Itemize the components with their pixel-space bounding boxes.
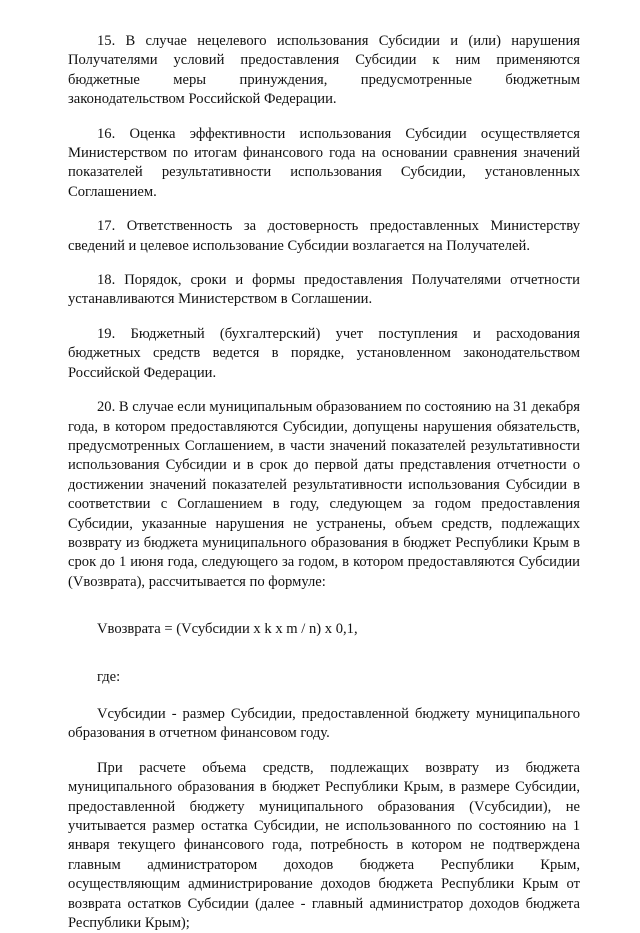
document-page [68, 32, 580, 933]
return-formula: Vвозврата = (Vсубсидии х k х m / n) х 0,1, [97, 621, 358, 638]
where-label: где: [97, 668, 121, 685]
paragraph-17: 17. Ответственность за достоверность предоставленных Министерству сведений и целевое использование Субсидии возлагается на Получателей. [68, 218, 580, 254]
paragraph-20: 20. В случае если муниципальным образованием по состоянию на 31 декабря года, в котором предоставляются Субсидии, допущены нарушения обязательств, предусмотренных Соглашением, в части значений показателей результативности использования Субсидии и в срок до первой даты представления отчетности о достижении значений показателей результативности использования Субсидии в соответствии с Соглашением в году, следующем за годом предоставления Субсидии, указанные нарушения не устранены, объем средств, подлежащих возврату из бюджета муниципального образования в бюджет Республики Крым в срок до 1 июня года, следующего за годом, в котором предоставляются Субсидии (Vвозврата), рассчитывается по формуле: [68, 399, 580, 590]
paragraph-16: 16. Оценка эффективности использования Субсидии осуществляется Министерством по итогам финансового года на основании сравнения значений показателей результативности использования Субсидии, установленных Соглашением. [68, 125, 580, 200]
paragraph-15: 15. В случае нецелевого использования Субсидии и (или) нарушения Получателями условий предоставления Субсидии к ним применяются бюджетные меры принуждения, предусмотренные бюджетным законодательством Российской Федерации. [68, 33, 580, 108]
subsidy-definition: Vсубсидии - размер Субсидии, предоставленной бюджету муниципального образования в отчетном финансовом году. [68, 705, 580, 742]
final-paragraph: При расчете объема средств, подлежащих возврату из бюджета муниципального образования в бюджет Республики Крым, в размере Субсидии, предоставленной бюджету муниципального образования (Vсубсидии), не учитывается размер остатка Субсидии, не использованного по состоянию на 1 января текущего финансового года, потребность в котором не подтверждена главным администратором доходов бюджета Республики Крым, осуществляющим администрирование доходов бюджета Республики Крым от возврата остатков Субсидии (далее - главный администратор доходов бюджета Республики Крым); [68, 759, 580, 932]
paragraph-18: 18. Порядок, сроки и формы предоставления Получателями отчетности устанавливаются Министерством в Соглашении. [68, 272, 580, 308]
paragraph-19: 19. Бюджетный (бухгалтерский) учет поступления и расходования бюджетных средств ведется в порядке, установленном законодательством Российской Федерации. [68, 325, 580, 381]
